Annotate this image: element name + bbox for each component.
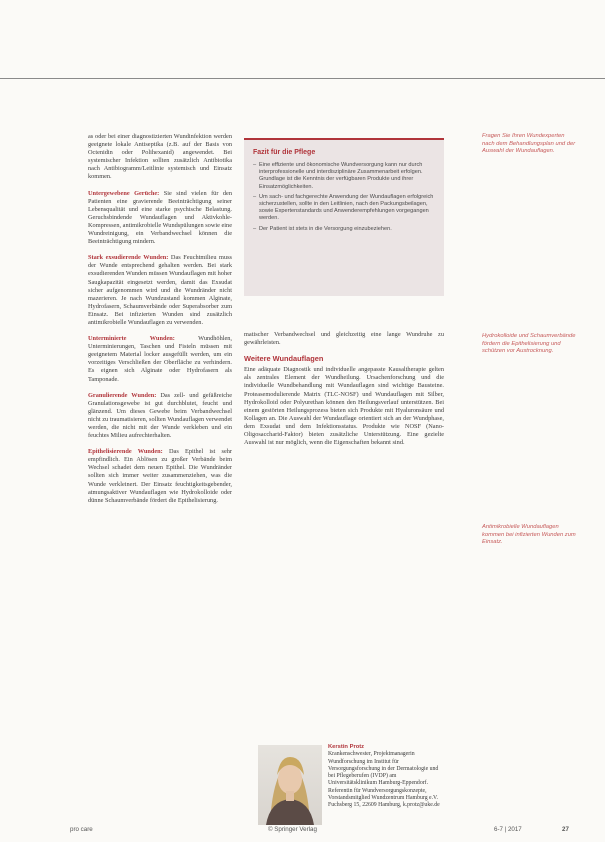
intro-paragraph: as oder bei einer diagnostizierten Wundinfektion werden geeignete lokale Antiseptika (z.B. auf der Basis von Octenidin oder Polihexanid) angewendet. Bei systemischer Infektion sollten zusätzlich Antibiotika nach Antibiogramm/Leitlinie systemisch und Einsatz kommen. xyxy=(88,133,232,181)
sidebar-note: Fragen Sie Ihren Wundexperten nach dem Behandlungsplan und der Auswahl der Wundauflagen. xyxy=(482,133,576,155)
section-paragraph xyxy=(88,190,232,247)
section-text: Das zell- und gefäßreiche Granulationsgewebe ist gut durchblutet, feucht und glänzend. Um dieses Gewebe beim Verbandwechsel nicht zu traumatisieren, sollten Wundauflagen verwendet werden, die nicht mit der Wunde verkleben und ein feuchtes Milieu aufrechterhalten. xyxy=(88,391,232,440)
column-right xyxy=(244,331,444,455)
summary-list xyxy=(253,162,435,233)
page-number: 27 xyxy=(562,826,569,833)
section-text: Das Feuchtmilieu muss der Wunde entsprechend gehalten werden. Bei stark exsudierenden Wunden müssen Wundauflagen mit hoher Saugkapazität eingesetzt werden, damit das Exsudat sicher aufgenommen wird und die Wundränder nicht mazerieren. Je nach Wundzustand kommen Alginate, Hydrofasern, Schaumverbände oder Superabsorber zum Einsatz. Bei infizierten Wunden sind zusätzlich antimikrobielle Wundauflagen zu verwenden. xyxy=(88,254,232,326)
body-paragraph: Eine adäquate Diagnostik und individuelle angepasste Kausaltherapie gelten als zentrales Element der Wundheilung. Ursachenforschung und die individuelle Wundbehandlung mit Wundauflagen sind wichtige Bausteine. Proteasemodulierende Matrix (TLC-NOSF) und Wundauflagen mit Silber, Hydrokolloid oder Polyurethan können den Heilungsverlauf unterstützen. Bei einem gestörten Heilungsprozess bieten sich Produkte mit Hyaluronsäure und Kollagen an. Die Auswahl der Wundauflage orientiert sich an der Wundphase, dem Exsudat und dem Infektionsstatus. Produkte wie NOSF (Nano-Oligosaccharid-Faktor) bieten zusätzliche Unterstützung. Eine gezielte Auswahl ist nur möglich, wenn die Eigenschaften bekannt sind. xyxy=(244,366,444,447)
top-rule xyxy=(0,78,605,79)
sidebar-note: Antimikrobielle Wundauflagen kommen bei infizierten Wunden zum Einsatz. xyxy=(482,524,576,546)
sidebar-note: Hydrokolloide und Schaumverbände fördern die Epithelisierung und schützen vor Austrocknung. xyxy=(482,333,576,355)
section-paragraph xyxy=(88,254,232,327)
author-photo xyxy=(258,745,322,825)
summary-item: – Um sach- und fachgerechte Anwendung der Wundauflagen erfolgreich sicherzustellen, sollte in den Leitlinien, nach den Packungsbeilagen, sowie Expertenstandards und Anwenderempfehlungen vorgegangen werden. xyxy=(253,194,435,223)
section-paragraph xyxy=(88,335,232,384)
author-bio: Krankenschwester, Projektmanagerin Wundforschung im Institut für Versorgungsforschung in der Dermatologie und bei Pflegeberufen (IVDP) am Universitätsklinikum Hamburg-Eppendorf. Referentin für Wundversorgungskonzepte, Vorstandsmitglied Wundzentrum Hamburg e.V. Fuchsberg 15, 22609 Hamburg, k.protz@uke.de xyxy=(328,751,440,809)
section-head: Stark exsudierende Wunden: xyxy=(88,254,169,262)
section-head: Unterminierte Wunden: xyxy=(88,335,175,343)
section-text: Wundhöhlen, Unterminierungen, Taschen und Fisteln müssen mit geeignetem Material locker ausgefüllt werden, um ein vorzeitiges Verschließen der Oberfläche zu verhindern. Es eignen sich Alginate oder Hydrofasern als Tamponade. xyxy=(88,335,232,383)
section-paragraph xyxy=(88,392,232,441)
summary-title: Fazit für die Pflege xyxy=(253,149,316,156)
summary-item: – Eine effiziente und ökonomische Wundversorgung kann nur durch interprofessionelle und interdisziplinäre Zusammenarbeit erfolgen. Grundlage ist die Kenntnis der verfügbaren Produkte und ihrer Einsatzmöglichkeiten. xyxy=(253,162,435,191)
column-left xyxy=(88,133,232,513)
section-text: Das Epithel ist sehr empfindlich. Ein Ablösen zu großer Verbände beim Wechsel schadet dem neuen Epithel. Die Wundränder sollten sich immer weiter zusammenziehen, was die Wunde verkleinert. Der Einsatz feuchtigkeitsgebender, atmungsaktiver Wundauflagen wie Hydrokolloide oder dünne Schaumverbände fördert die Epithelisierung. xyxy=(88,448,232,504)
section-head: Untergewebene Gerüche: xyxy=(88,189,160,197)
section-head: Epithelisierende Wunden: xyxy=(88,448,163,456)
summary-box xyxy=(244,138,444,296)
section-heading: Weitere Wundauflagen xyxy=(244,354,324,364)
section-head: Granulierende Wunden: xyxy=(88,391,157,399)
author-info xyxy=(328,744,444,810)
footer-issue: 6-7 | 2017 xyxy=(494,826,522,833)
section-text: Sie sind vielen für den Patienten eine gravierende Beeinträchtigung seiner Lebensqualität und eine starke psychische Belastung. Geruchsbindende Wundauflagen und Aktivkohle-Kompressen, antimikrobielle Wundspülungen sowie eine Wundreinigung, ein Verbandwechsel können die Beeinträchtigung mindern. xyxy=(88,189,232,246)
portrait-image xyxy=(258,745,322,825)
footer-publisher: © Springer Verlag xyxy=(268,826,317,833)
summary-item: – Der Patient ist stets in die Versorgung einzubeziehen. xyxy=(253,226,435,233)
section-paragraph xyxy=(88,448,232,505)
footer-journal: pro care xyxy=(70,826,93,833)
continuation-paragraph: matischer Verbandwechsel und gleichzeitig eine lange Wundruhe zu gewährleisten. xyxy=(244,331,444,347)
author-name: Kerstin Protz xyxy=(328,744,365,750)
